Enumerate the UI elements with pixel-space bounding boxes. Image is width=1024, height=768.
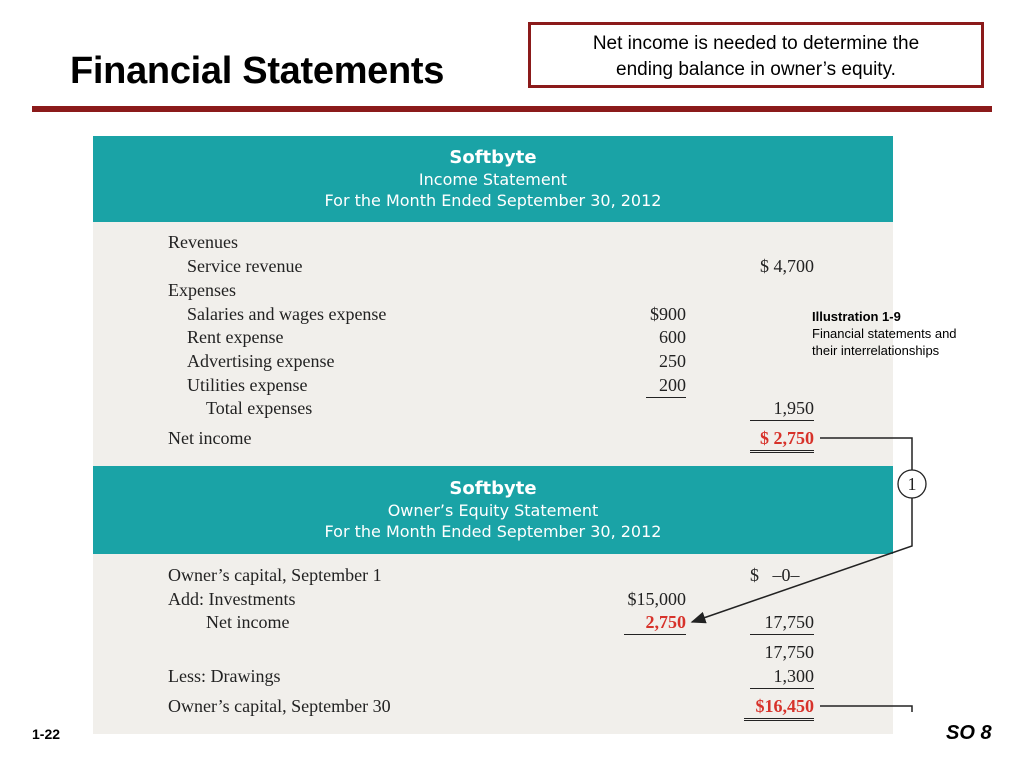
equity-subtotal2-value: 17,750 <box>764 642 814 662</box>
net-income-connector <box>820 438 912 470</box>
expense-value: $900 <box>650 304 686 324</box>
total-expenses-value: 1,950 <box>750 398 814 421</box>
expense-value: 600 <box>659 327 686 347</box>
illustration-title: Illustration 1-9 <box>812 309 901 324</box>
income-statement-title: Income Statement <box>418 170 568 189</box>
service-revenue-label: Service revenue <box>187 256 303 276</box>
equity-statement-title: Owner’s Equity Statement <box>387 501 599 520</box>
equity-subtotal-value: 17,750 <box>750 612 814 635</box>
expense-label: Rent expense <box>187 327 284 347</box>
revenues-label: Revenues <box>168 232 238 252</box>
callout-line-2: ending balance in owner’s equity. <box>616 59 896 80</box>
total-expenses-label: Total expenses <box>206 398 313 418</box>
page-number: 1-22 <box>32 726 61 742</box>
capital-end-value: $16,450 <box>744 696 814 721</box>
net-income-value: $ 2,750 <box>750 428 814 453</box>
illustration-caption-2: their interrelationships <box>812 343 940 358</box>
expenses-label: Expenses <box>168 280 236 300</box>
callout-line-1: Net income is needed to determine the <box>592 33 920 54</box>
capital-end-label: Owner’s capital, September 30 <box>168 696 391 716</box>
service-revenue-value: $ 4,700 <box>760 256 814 276</box>
drawings-label: Less: Drawings <box>168 666 281 686</box>
net-income-transfer-arrow <box>692 498 912 622</box>
illustration-caption-1: Financial statements and <box>812 326 957 341</box>
slide-title: Financial Statements <box>70 50 445 92</box>
equity-net-income-label: Net income <box>206 612 290 632</box>
expense-label: Advertising expense <box>187 351 335 371</box>
drawings-value: 1,300 <box>750 666 814 689</box>
expense-value: 200 <box>646 375 686 398</box>
add-investments-label: Add: Investments <box>168 589 296 609</box>
capital-begin-value: $ –0– <box>750 565 800 585</box>
ending-capital-connector <box>820 706 912 712</box>
investments-value: $15,000 <box>627 589 686 609</box>
expense-label: Salaries and wages expense <box>187 304 387 324</box>
capital-begin-label: Owner’s capital, September 1 <box>168 565 382 585</box>
income-statement-period: For the Month Ended September 30, 2012 <box>324 191 662 210</box>
net-income-label: Net income <box>168 428 252 448</box>
income-company-name: Softbyte <box>449 147 537 168</box>
expense-value: 250 <box>659 351 686 371</box>
equity-company-name: Softbyte <box>449 478 537 499</box>
expense-label: Utilities expense <box>187 375 308 395</box>
equity-statement-period: For the Month Ended September 30, 2012 <box>324 522 662 541</box>
connector-label: 1 <box>907 474 917 494</box>
study-objective: SO 8 <box>946 722 992 744</box>
equity-net-income-value: 2,750 <box>624 612 686 635</box>
